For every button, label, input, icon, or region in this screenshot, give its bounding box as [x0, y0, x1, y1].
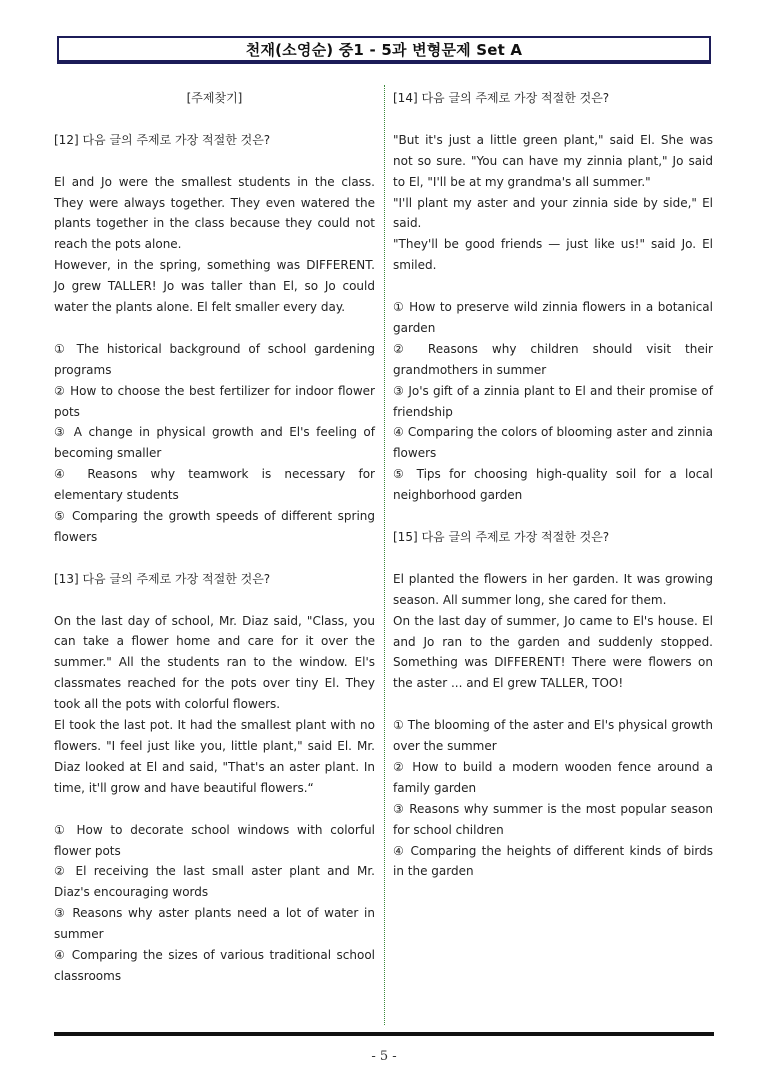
- q13-passage-paragraph: El took the last pot. It had the smallest plant with no flowers. "I feel just like you, little plant," said El. Mr. Diaz looked at El and said, "That's an aster plant. In time, it'll grow and have beautiful flowers.“: [54, 718, 375, 795]
- q15-option: ④ Comparing the heights of different kinds of birds in the garden: [393, 843, 713, 879]
- question-13-prompt: [13] 다음 글의 주제로 가장 적절한 것은?: [54, 571, 271, 586]
- q13-option: ④ Comparing the sizes of various traditional school classrooms: [54, 948, 375, 983]
- header-title-box: [57, 36, 711, 64]
- column-divider: [384, 85, 385, 1025]
- q13-option: ② El receiving the last small aster plant and Mr. Diaz's encouraging words: [54, 864, 375, 900]
- q12-option: ② How to choose the best fertilizer for indoor flower pots: [54, 383, 375, 419]
- left-column: [54, 88, 375, 987]
- question-12-prompt: [12] 다음 글의 주제로 가장 적절한 것은?: [54, 132, 271, 147]
- q14-option: ① How to preserve wild zinnia flowers in a botanical garden: [393, 300, 713, 335]
- q14-option: ② Reasons why children should visit their grandmothers in summer: [393, 341, 713, 377]
- q12-option: ④ Reasons why teamwork is necessary for elementary students: [54, 467, 375, 503]
- q13-passage-paragraph: On the last day of school, Mr. Diaz said, "Class, you can take a flower home and care for it over the summer." All the students ran to the window. El's classmates reached for the pots over tiny El. They took all the pots with colorful flowers.: [54, 613, 375, 712]
- q15-option: ② How to build a modern wooden fence around a family garden: [393, 759, 713, 795]
- section-tag: [주제찾기]: [186, 91, 243, 105]
- q14-option: ④ Comparing the colors of blooming aster and zinnia flowers: [393, 425, 713, 461]
- question-15-prompt: [15] 다음 글의 주제로 가장 적절한 것은?: [393, 529, 610, 544]
- q13-option: ③ Reasons why aster plants need a lot of water in summer: [54, 906, 375, 942]
- footer-rule: [54, 1032, 714, 1036]
- q14-passage-paragraph: "I'll plant my aster and your zinnia side by side," El said.: [393, 195, 713, 231]
- q15-passage-paragraph: On the last day of summer, Jo came to El's house. El and Jo ran to the garden and suddenly stopped. Something was DIFFERENT! There were flowers on the aster ... and El grew TALLER, TOO!: [393, 613, 713, 691]
- question-14-prompt: [14] 다음 글의 주제로 가장 적절한 것은?: [393, 91, 610, 105]
- q12-option: ① The historical background of school gardening programs: [54, 341, 375, 377]
- q15-option: ③ Reasons why summer is the most popular season for school children: [393, 801, 713, 837]
- right-column: [393, 88, 713, 882]
- page-number: - 5 -: [371, 1049, 397, 1064]
- page-title: 천재(소영순) 중1 - 5과 변형문제 Set A: [245, 40, 523, 59]
- q12-passage-paragraph: However, in the spring, something was DIFFERENT. Jo grew TALLER! Jo was taller than El, so Jo could water the plants alone. El felt smaller every day.: [54, 258, 375, 315]
- q15-passage-paragraph: El planted the flowers in her garden. It was growing season. All summer long, she cared for them.: [393, 571, 713, 607]
- q13-option: ① How to decorate school windows with colorful flower pots: [54, 822, 375, 858]
- q14-option: ⑤ Tips for choosing high-quality soil for a local neighborhood garden: [393, 467, 713, 503]
- q12-option: ③ A change in physical growth and El's feeling of becoming smaller: [54, 425, 375, 461]
- q12-passage-paragraph: El and Jo were the smallest students in the class. They were always together. They even watered the plants together in the class because they could not reach the pots alone.: [54, 174, 375, 252]
- q12-option: ⑤ Comparing the growth speeds of different spring flowers: [54, 509, 375, 544]
- q15-option: ① The blooming of the aster and El's physical growth over the summer: [393, 718, 713, 754]
- q14-passage-paragraph: "They'll be good friends — just like us!" said Jo. El smiled.: [393, 237, 713, 273]
- q14-passage-paragraph: "But it's just a little green plant," said El. She was not so sure. "You can have my zinnia plant," Jo said to El, "I'll be at my grandma's all summer.": [393, 132, 713, 189]
- q14-option: ③ Jo's gift of a zinnia plant to El and their promise of friendship: [393, 383, 713, 419]
